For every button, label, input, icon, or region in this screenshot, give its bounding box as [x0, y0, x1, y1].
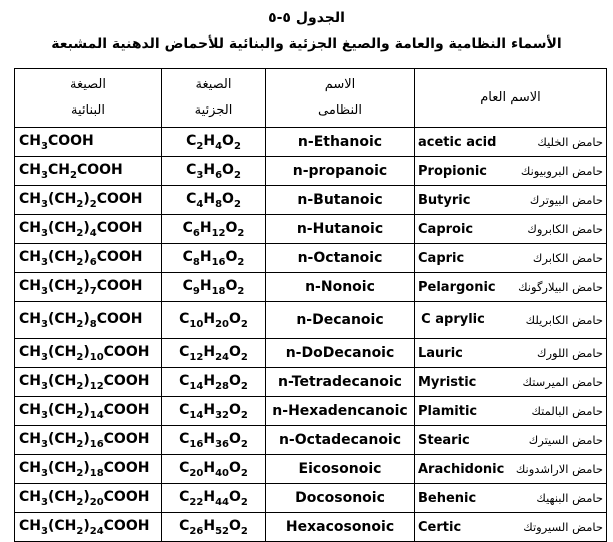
common-name-en: Capric	[418, 250, 465, 266]
structural-formula-cell: $CH_3(CH_2)_7COOH$	[15, 273, 162, 302]
systematic-name-cell: n-Decanoic	[266, 302, 415, 339]
structural-formula-cell: $CH_3(CH_2)_8COOH$	[15, 302, 162, 339]
table-number: الجدول ٥-٥	[268, 10, 345, 26]
common-name-en: Propionic	[418, 163, 487, 179]
common-name-cell	[415, 426, 607, 455]
common-name-en: Pelargonic	[418, 279, 496, 295]
structural-formula-cell: $CH_3(CH_2)_{12}COOH$	[15, 368, 162, 397]
molecular-formula-cell: $C_{10}H_{20}O_2$	[162, 302, 266, 339]
header-structural-line2: البنائية	[71, 103, 105, 118]
table-body	[15, 128, 607, 542]
header-systematic-name	[266, 69, 415, 128]
table-row	[15, 455, 607, 484]
common-name-ar: حامض الميرستك	[522, 375, 603, 389]
common-name-ar: حامض الكابرك	[532, 251, 603, 265]
header-structural-formula	[15, 69, 162, 128]
common-name-cell	[415, 397, 607, 426]
table-row	[15, 215, 607, 244]
molecular-formula-cell: $C_{12}H_{24}O_2$	[162, 339, 266, 368]
common-name-ar: حامض البيوترك	[529, 193, 603, 207]
common-name-en: Stearic	[418, 432, 470, 448]
common-name-cell	[415, 157, 607, 186]
molecular-formula-cell: $C_{14}H_{28}O_2$	[162, 368, 266, 397]
systematic-name-cell: Eicosonoic	[266, 455, 415, 484]
table-row	[15, 186, 607, 215]
table-row	[15, 157, 607, 186]
molecular-formula-cell: $C_9H_{18}O_2$	[162, 273, 266, 302]
header-molecular-line1: الصيغة	[195, 77, 232, 92]
table-row	[15, 244, 607, 273]
common-name-cell	[415, 484, 607, 513]
table-title: الأسماء النظامية والعامة والصيغ الجزئية والبنائية للأحماض الدهنية المشبعة	[51, 36, 562, 52]
common-name-en: Myristic	[418, 374, 477, 390]
header-row	[15, 69, 607, 128]
header-common-name: الاسم العام	[415, 69, 607, 128]
table-row	[15, 368, 607, 397]
structural-formula-cell: $CH_3(CH_2)_{20}COOH$	[15, 484, 162, 513]
systematic-name-cell: n-Nonoic	[266, 273, 415, 302]
molecular-formula-cell: $C_{16}H_{36}O_2$	[162, 426, 266, 455]
systematic-name-cell: Docosonoic	[266, 484, 415, 513]
common-name-en: C aprylic	[421, 312, 485, 327]
common-name-en: Behenic	[418, 490, 477, 506]
common-name-ar: حامض البالمتك	[531, 404, 603, 418]
molecular-formula-cell: $C_{14}H_{32}O_2$	[162, 397, 266, 426]
header-molecular-line2: الجزئية	[194, 103, 233, 118]
common-name-cell	[415, 302, 607, 339]
table-row	[15, 273, 607, 302]
structural-formula-cell: $CH_3(CH_2)_{24}COOH$	[15, 513, 162, 542]
molecular-formula-cell: $C_6H_{12}O_2$	[162, 215, 266, 244]
common-name-ar: حامض السيروتك	[523, 520, 603, 534]
table-row	[15, 339, 607, 368]
structural-formula-cell: $CH_3CH_2COOH$	[15, 157, 162, 186]
structural-formula-cell: $CH_3(CH_2)_{14}COOH$	[15, 397, 162, 426]
common-name-cell	[415, 244, 607, 273]
common-name-cell	[415, 273, 607, 302]
systematic-name-cell: n-Tetradecanoic	[266, 368, 415, 397]
common-name-cell	[415, 215, 607, 244]
structural-formula-cell: $CH_3(CH_2)_4COOH$	[15, 215, 162, 244]
molecular-formula-cell: $C_8H_{16}O_2$	[162, 244, 266, 273]
systematic-name-cell: n-Hexadencanoic	[266, 397, 415, 426]
common-name-cell	[415, 128, 607, 157]
systematic-name-cell: n-propanoic	[266, 157, 415, 186]
common-name-ar: حامض البنهيك	[536, 491, 603, 505]
header-structural-line1: الصيغة	[69, 77, 106, 92]
molecular-formula-cell: $C_3H_6O_2$	[162, 157, 266, 186]
common-name-ar: حامض الخليك	[537, 135, 603, 149]
common-name-en: Butyric	[418, 192, 471, 208]
common-name-cell	[415, 186, 607, 215]
structural-formula-cell: $CH_3(CH_2)_{16}COOH$	[15, 426, 162, 455]
molecular-formula-cell: $C_2H_4O_2$	[162, 128, 266, 157]
common-name-ar: حامض البروبيونك	[520, 164, 603, 178]
common-name-cell	[415, 339, 607, 368]
common-name-en: Plamitic	[418, 403, 478, 419]
systematic-name-cell: n-Butanoic	[266, 186, 415, 215]
systematic-name-cell: n-Hutanoic	[266, 215, 415, 244]
molecular-formula-cell: $C_4H_8O_2$	[162, 186, 266, 215]
common-name-ar: حامض السيترك	[528, 433, 603, 447]
header-systematic-line2: النظامى	[318, 103, 362, 118]
structural-formula-cell: $CH_3(CH_2)_{18}COOH$	[15, 455, 162, 484]
fatty-acids-table	[14, 68, 607, 542]
common-name-en: Lauric	[418, 345, 463, 361]
molecular-formula-cell: $C_{22}H_{44}O_2$	[162, 484, 266, 513]
systematic-name-cell: n-Octadecanoic	[266, 426, 415, 455]
common-name-ar: حامض البيلارگونك	[518, 280, 603, 294]
common-name-ar: حامض اللورك	[537, 346, 603, 360]
table-row	[15, 426, 607, 455]
table-row	[15, 128, 607, 157]
table-row	[15, 302, 607, 339]
systematic-name-cell: Hexacosonoic	[266, 513, 415, 542]
table-row	[15, 513, 607, 542]
table-row	[15, 397, 607, 426]
molecular-formula-cell: $C_{20}H_{40}O_2$	[162, 455, 266, 484]
common-name-en: Caproic	[418, 221, 474, 237]
common-name-ar: حامض الكابريلك	[525, 313, 603, 327]
common-name-cell	[415, 368, 607, 397]
systematic-name-cell: n-DoDecanoic	[266, 339, 415, 368]
common-name-ar: حامض الاراشدونك	[515, 462, 603, 476]
common-name-cell	[415, 513, 607, 542]
structural-formula-cell: $CH_3COOH$	[15, 128, 162, 157]
header-molecular-formula	[162, 69, 266, 128]
table-row	[15, 484, 607, 513]
structural-formula-cell: $CH_3(CH_2)_2COOH$	[15, 186, 162, 215]
structural-formula-cell: $CH_3(CH_2)_6COOH$	[15, 244, 162, 273]
systematic-name-cell: n-Ethanoic	[266, 128, 415, 157]
common-name-en: acetic acid	[418, 134, 497, 150]
common-name-en: Arachidonic	[418, 461, 505, 477]
systematic-name-cell: n-Octanoic	[266, 244, 415, 273]
common-name-en: Certic	[418, 519, 462, 535]
header-systematic-line1: الاسم	[324, 77, 356, 92]
structural-formula-cell: $CH_3(CH_2)_{10}COOH$	[15, 339, 162, 368]
molecular-formula-cell: $C_{26}H_{52}O_2$	[162, 513, 266, 542]
common-name-ar: حامض الكابروك	[527, 222, 603, 236]
common-name-cell	[415, 455, 607, 484]
